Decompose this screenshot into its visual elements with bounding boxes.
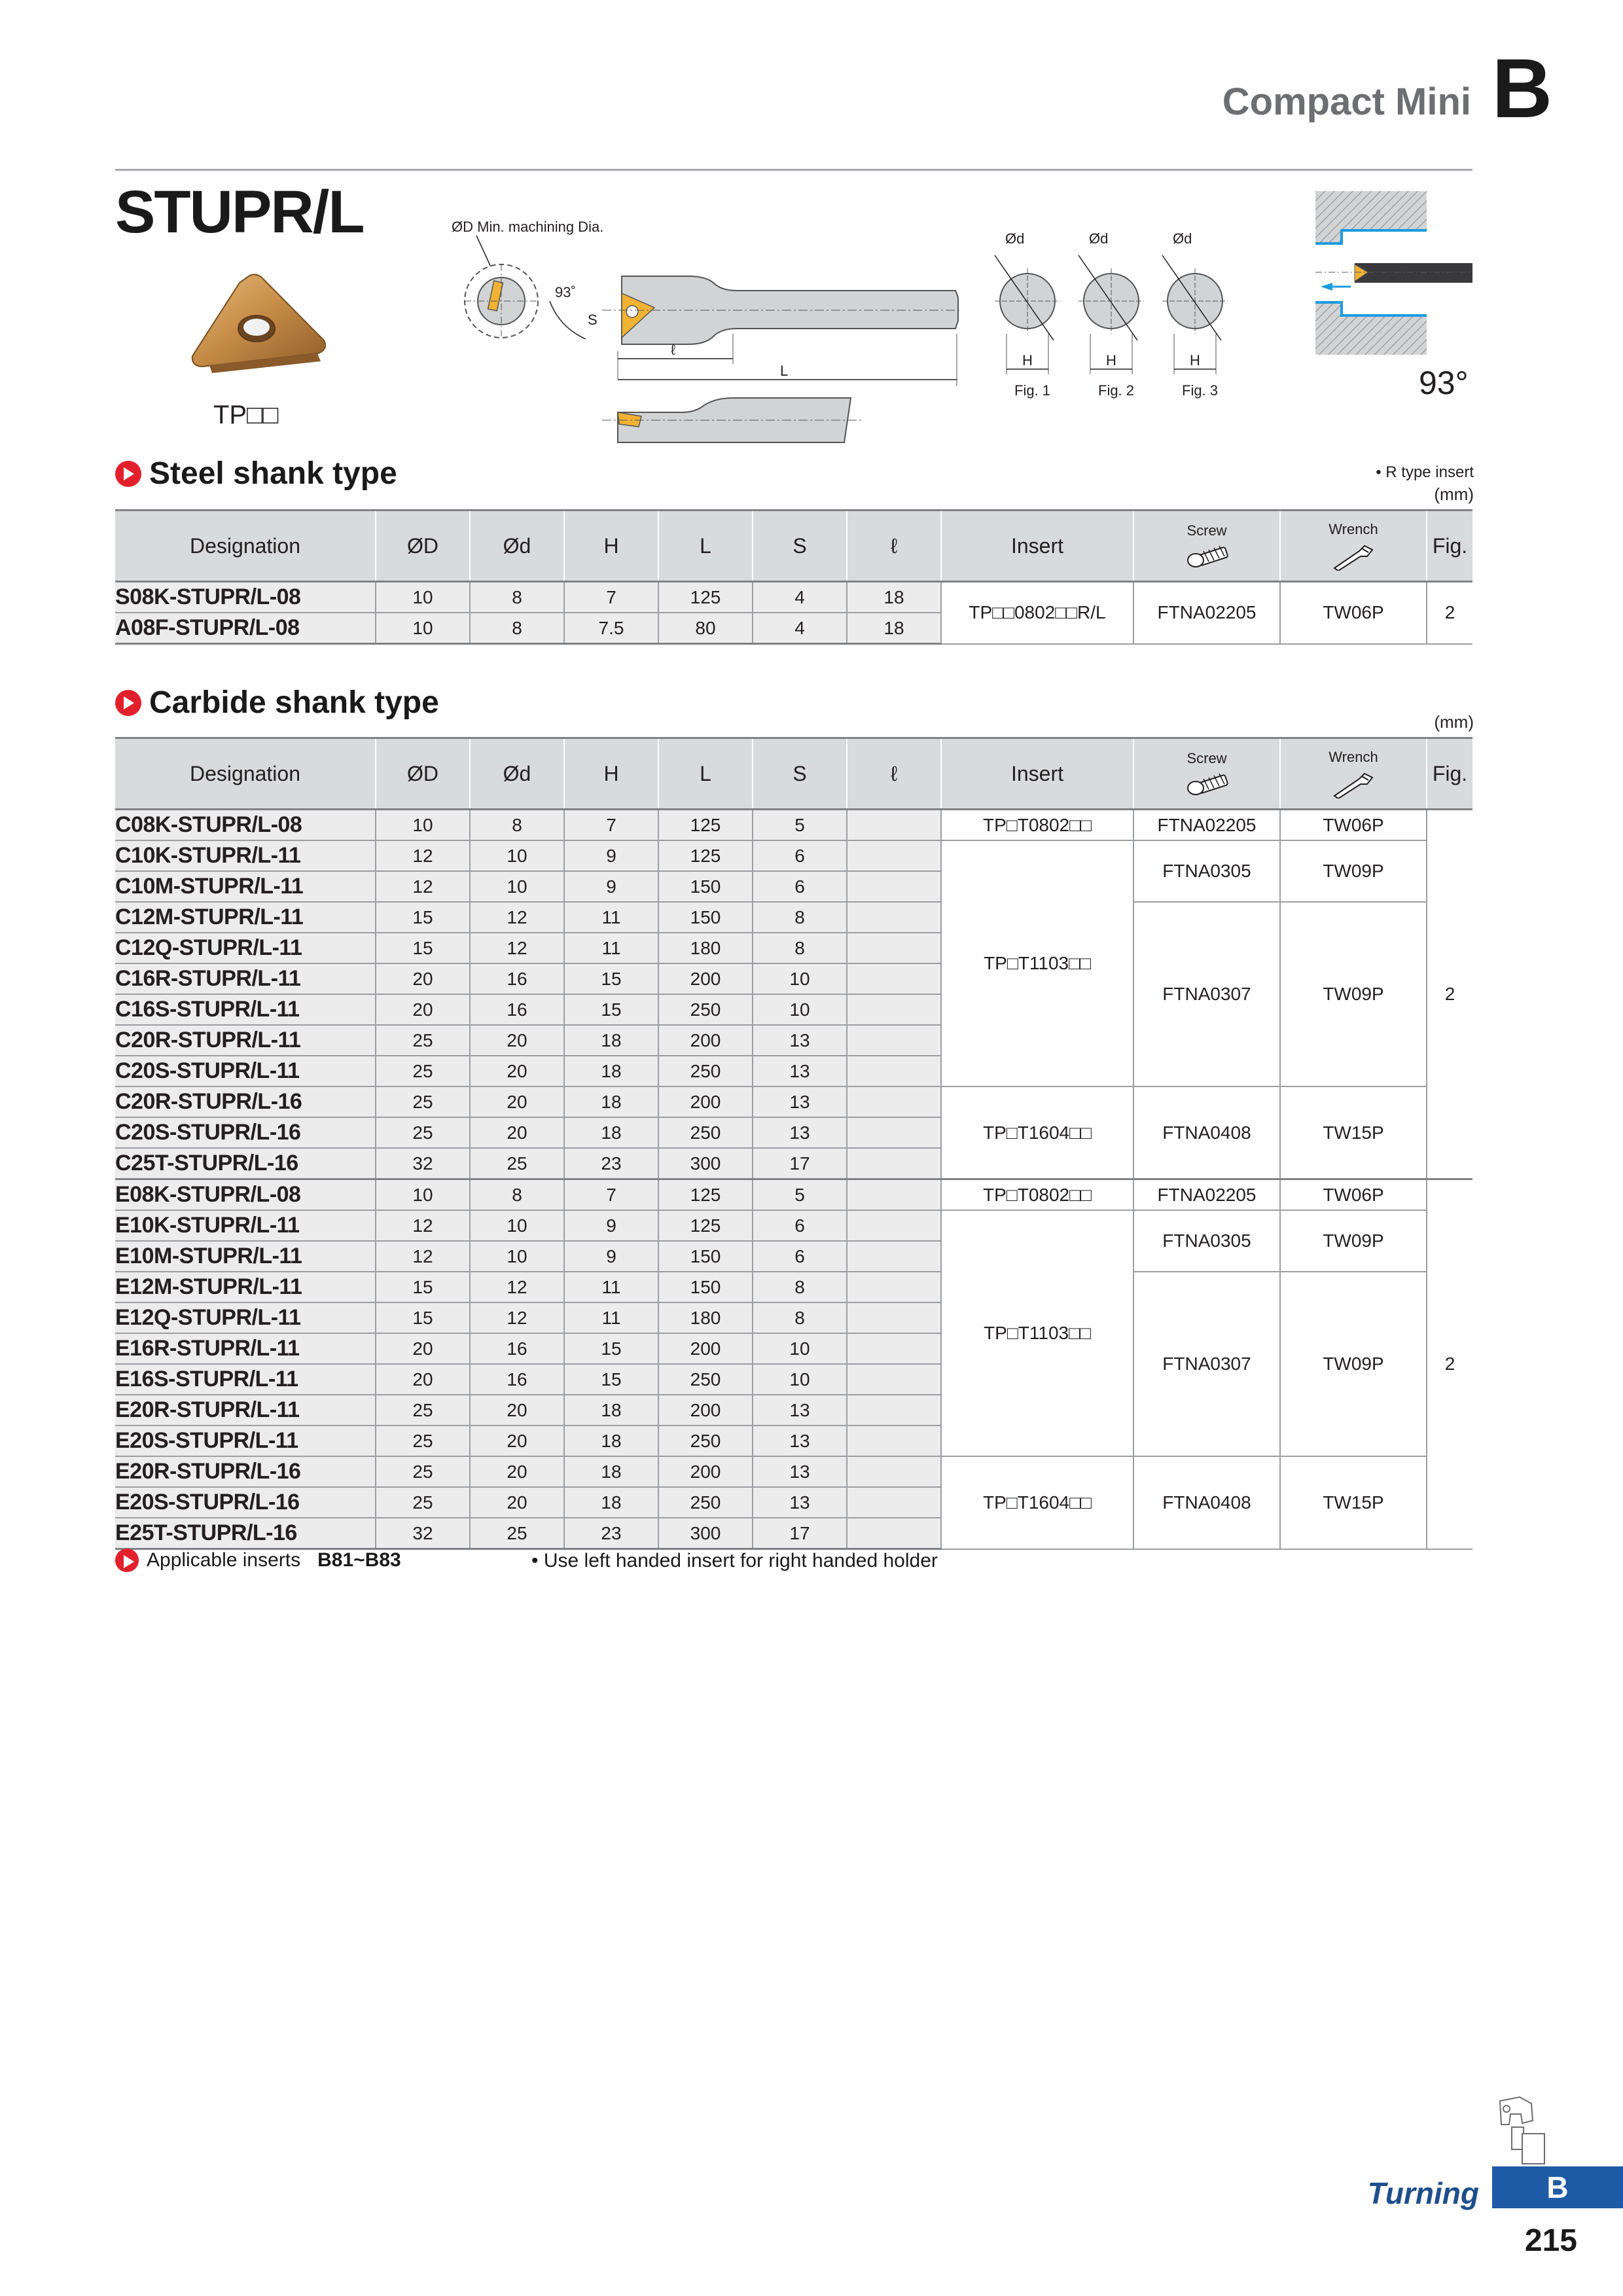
h-cell: 15 <box>564 994 658 1025</box>
applicable-ref-link[interactable]: B81~B83 <box>317 1549 401 1571</box>
designation-cell: E25T-STUPR/L-16 <box>115 1518 376 1549</box>
screw-cell: FTNA0307 <box>1133 1272 1280 1456</box>
chapter-tab-letter: B <box>1546 2170 1569 2204</box>
wrench-cell: TW06P <box>1280 1179 1427 1211</box>
h-cell: 11 <box>564 1272 658 1302</box>
section-arrow-icon <box>115 461 141 487</box>
d-cell: 12 <box>470 902 564 933</box>
tool-holder-diagram <box>445 216 969 465</box>
l-small-cell <box>847 933 941 963</box>
table-row <box>115 1210 1472 1241</box>
fig1-h-label: H <box>1022 352 1033 368</box>
l-small-cell <box>847 1056 941 1086</box>
od-cell: 20 <box>376 1333 470 1364</box>
table-row <box>115 840 1472 871</box>
l-cell: 200 <box>658 1456 753 1487</box>
l-small-cell <box>847 1426 941 1456</box>
fig3-od-label: Ød <box>1173 230 1192 247</box>
s-cell: 17 <box>753 1148 847 1179</box>
s-cell: 4 <box>753 613 847 644</box>
l-small-cell: 18 <box>847 613 941 644</box>
d-cell: 10 <box>470 840 564 871</box>
wrench-cell: TW06P <box>1280 810 1427 841</box>
s-cell: 6 <box>753 1241 847 1272</box>
carbide-shank-table <box>115 737 1472 1550</box>
d-cell: 8 <box>470 582 564 613</box>
d-cell: 20 <box>470 1056 564 1086</box>
s-cell: 13 <box>753 1056 847 1086</box>
od-cell: 25 <box>376 1086 470 1117</box>
fig2-h-label: H <box>1106 352 1116 368</box>
fig3-h-label: H <box>1190 352 1200 368</box>
carbide-shank-heading <box>115 685 439 721</box>
designation-cell: C20R-STUPR/L-11 <box>115 1025 376 1056</box>
d-cell: 25 <box>470 1518 564 1549</box>
h-cell: 18 <box>564 1456 658 1487</box>
fig2-od-label: Ød <box>1089 230 1109 247</box>
designation-cell: C20R-STUPR/L-16 <box>115 1086 376 1117</box>
od-cell: 20 <box>376 994 470 1025</box>
l-small-cell <box>847 1487 941 1518</box>
col-wrench-label: Wrench <box>1329 749 1378 765</box>
l-small-cell: 18 <box>847 582 941 613</box>
d-cell: 16 <box>470 963 564 994</box>
wrench-cell: TW09P <box>1280 1210 1427 1272</box>
h-cell: 11 <box>564 933 658 963</box>
od-cell: 10 <box>376 582 470 613</box>
applicable-label: Applicable inserts <box>147 1549 301 1571</box>
s-cell: 13 <box>753 1086 847 1117</box>
l-small-cell <box>847 1117 941 1148</box>
h-cell: 9 <box>564 1241 658 1272</box>
d-cell: 25 <box>470 1148 564 1179</box>
d-cell: 8 <box>470 613 564 644</box>
l-cell: 200 <box>658 1086 753 1117</box>
od-cell: 25 <box>376 1456 470 1487</box>
col-l: ℓ <box>847 511 941 582</box>
h-cell: 11 <box>564 1302 658 1333</box>
table-row <box>115 902 1472 933</box>
insert-type-label: TP□□ <box>213 401 279 429</box>
h-cell: 7.5 <box>564 613 658 644</box>
l-small-cell <box>847 1179 941 1211</box>
col-L: L <box>658 511 753 582</box>
l-small-cell <box>847 1456 941 1487</box>
d-cell: 10 <box>470 1241 564 1272</box>
od-cell: 20 <box>376 1364 470 1395</box>
od-cell: 25 <box>376 1426 470 1456</box>
col-Od: Ød <box>470 511 564 582</box>
insert-cell: TP□T0802□□ <box>941 1179 1133 1211</box>
screw-cell: FTNA0307 <box>1133 902 1280 1086</box>
l-cell: 150 <box>658 1241 753 1272</box>
section-letter: B <box>1491 42 1552 135</box>
wrench-icon <box>1330 542 1376 571</box>
l-cell: 180 <box>658 1302 753 1333</box>
l-cell: 200 <box>658 1025 753 1056</box>
s-cell: 13 <box>753 1117 847 1148</box>
designation-cell: E20S-STUPR/L-16 <box>115 1487 376 1518</box>
h-cell: 7 <box>564 810 658 841</box>
l-small-cell <box>847 1148 941 1179</box>
h-cell: 9 <box>564 871 658 902</box>
col-screw-label: Screw <box>1186 750 1227 766</box>
insert-image <box>183 268 334 380</box>
col-S: S <box>753 511 847 582</box>
col-fig: Fig. <box>1427 511 1472 582</box>
od-cell: 25 <box>376 1487 470 1518</box>
section-arrow-icon <box>115 690 141 716</box>
l-cell: 250 <box>658 1056 753 1086</box>
r-type-note: • R type insert <box>1376 463 1474 481</box>
l-small-cell <box>847 1025 941 1056</box>
designation-cell: E08K-STUPR/L-08 <box>115 1179 376 1211</box>
l-small-cell <box>847 840 941 871</box>
col-screw <box>1133 738 1280 810</box>
screw-icon <box>1184 543 1230 569</box>
designation-cell: E20R-STUPR/L-16 <box>115 1456 376 1487</box>
insert-cell: TP□T1604□□ <box>941 1086 1133 1179</box>
l-cell: 200 <box>658 1333 753 1364</box>
l-small-cell <box>847 1364 941 1395</box>
carbide-unit: (mm) <box>1434 712 1474 732</box>
h-cell: 18 <box>564 1056 658 1086</box>
h-cell: 11 <box>564 902 658 933</box>
od-cell: 15 <box>376 933 470 963</box>
header-rule <box>115 169 1472 171</box>
s-cell: 10 <box>753 963 847 994</box>
wrench-cell: TW06P <box>1280 582 1427 644</box>
h-cell: 9 <box>564 1210 658 1241</box>
col-wrench <box>1280 738 1427 810</box>
l-cell: 300 <box>658 1518 753 1549</box>
designation-cell: C10M-STUPR/L-11 <box>115 871 376 902</box>
l-cell: 150 <box>658 902 753 933</box>
steel-shank-table <box>115 509 1472 645</box>
od-cell: 25 <box>376 1025 470 1056</box>
l-cell: 200 <box>658 1395 753 1426</box>
fig3-label: Fig. 3 <box>1182 382 1219 399</box>
wrench-cell: TW09P <box>1280 902 1427 1086</box>
s-cell: 8 <box>753 902 847 933</box>
h-cell: 15 <box>564 1364 658 1395</box>
d-cell: 16 <box>470 1364 564 1395</box>
screw-icon <box>1184 771 1230 797</box>
fig1-section <box>995 255 1060 399</box>
screw-cell: FTNA02205 <box>1133 810 1280 841</box>
col-insert: Insert <box>941 511 1133 582</box>
od-cell: 10 <box>376 810 470 841</box>
left-hand-note: • Use left handed insert for right handed holder <box>531 1550 938 1571</box>
designation-cell: C20S-STUPR/L-11 <box>115 1056 376 1086</box>
d-cell: 20 <box>470 1487 564 1518</box>
s-cell: 6 <box>753 871 847 902</box>
designation-cell: C25T-STUPR/L-16 <box>115 1148 376 1179</box>
table-row <box>115 1179 1472 1211</box>
l-cell: 180 <box>658 933 753 963</box>
s-cell: 8 <box>753 1272 847 1302</box>
d-cell: 20 <box>470 1395 564 1426</box>
designation-cell: E20S-STUPR/L-11 <box>115 1426 376 1456</box>
col-designation: Designation <box>115 738 376 810</box>
od-cell: 12 <box>376 1210 470 1241</box>
designation-cell: C08K-STUPR/L-08 <box>115 810 376 841</box>
od-cell: 25 <box>376 1395 470 1426</box>
l-small-cell <box>847 810 941 841</box>
d-cell: 12 <box>470 1272 564 1302</box>
h-cell: 18 <box>564 1487 658 1518</box>
section-figures <box>982 229 1257 406</box>
h-cell: 23 <box>564 1518 658 1549</box>
wrench-cell: TW09P <box>1280 1272 1427 1456</box>
wrench-cell: TW15P <box>1280 1456 1427 1549</box>
h-cell: 18 <box>564 1025 658 1056</box>
col-L: L <box>658 738 753 810</box>
fig3-section <box>1162 255 1228 399</box>
section-arrow-icon <box>115 1549 139 1572</box>
s-cell: 10 <box>753 1364 847 1395</box>
col-OD: ØD <box>376 738 470 810</box>
col-screw-label: Screw <box>1186 522 1227 539</box>
l-small-cell <box>847 1086 941 1117</box>
insert-cell: TP□T1103□□ <box>941 1210 1133 1456</box>
d-cell: 8 <box>470 810 564 841</box>
table-row <box>115 582 1472 613</box>
od-cell: 32 <box>376 1518 470 1549</box>
h-cell: 23 <box>564 1148 658 1179</box>
screw-cell: FTNA0408 <box>1133 1086 1280 1179</box>
s-cell: 6 <box>753 840 847 871</box>
d-cell: 16 <box>470 994 564 1025</box>
designation-cell: C10K-STUPR/L-11 <box>115 840 376 871</box>
table-row <box>115 1272 1472 1302</box>
l-small-cell <box>847 1302 941 1333</box>
l-cell: 250 <box>658 994 753 1025</box>
h-cell: 18 <box>564 1117 658 1148</box>
d-cell: 20 <box>470 1456 564 1487</box>
turning-label: Turning <box>1367 2176 1479 2210</box>
designation-cell: E12M-STUPR/L-11 <box>115 1272 376 1302</box>
d-cell: 20 <box>470 1117 564 1148</box>
od-cell: 12 <box>376 840 470 871</box>
fig-cell: 2 <box>1427 810 1472 1179</box>
designation-cell: S08K-STUPR/L-08 <box>115 582 376 613</box>
l-small-cell <box>847 1241 941 1272</box>
l-cell: 125 <box>658 582 753 613</box>
s-cell: 13 <box>753 1395 847 1426</box>
designation-cell: C20S-STUPR/L-16 <box>115 1117 376 1148</box>
boring-application-diagram <box>1315 191 1472 355</box>
wrench-icon <box>1330 770 1376 798</box>
h-cell: 9 <box>564 840 658 871</box>
col-fig: Fig. <box>1427 738 1472 810</box>
l-small-cell <box>847 1395 941 1426</box>
s-cell: 4 <box>753 582 847 613</box>
page-number: 215 <box>1524 2223 1577 2258</box>
fig1-label: Fig. 1 <box>1014 382 1051 399</box>
s-cell: 6 <box>753 1210 847 1241</box>
col-designation: Designation <box>115 511 376 582</box>
l-small-cell <box>847 963 941 994</box>
designation-cell: A08F-STUPR/L-08 <box>115 613 376 644</box>
col-insert: Insert <box>941 738 1133 810</box>
l-cell: 150 <box>658 1272 753 1302</box>
steel-shank-heading-text: Steel shank type <box>149 456 397 491</box>
l-cell: 250 <box>658 1117 753 1148</box>
od-cell: 20 <box>376 963 470 994</box>
col-wrench-label: Wrench <box>1329 521 1378 537</box>
s-cell: 17 <box>753 1518 847 1549</box>
l-cell: 125 <box>658 810 753 841</box>
screw-cell: FTNA02205 <box>1133 1179 1280 1211</box>
od-cell: 25 <box>376 1056 470 1086</box>
designation-cell: E10M-STUPR/L-11 <box>115 1241 376 1272</box>
d-cell: 10 <box>470 1210 564 1241</box>
screw-cell: FTNA0408 <box>1133 1456 1280 1549</box>
s-cell: 5 <box>753 1179 847 1211</box>
od-cell: 10 <box>376 613 470 644</box>
designation-cell: E20R-STUPR/L-11 <box>115 1395 376 1426</box>
l-cell: 200 <box>658 963 753 994</box>
product-title: STUPR/L <box>115 179 364 245</box>
col-screw <box>1133 511 1280 582</box>
d-cell: 8 <box>470 1179 564 1211</box>
od-cell: 15 <box>376 1272 470 1302</box>
d-cell: 12 <box>470 933 564 963</box>
l-small-cell <box>847 1210 941 1241</box>
table-row <box>115 1456 1472 1487</box>
l-small-cell <box>847 871 941 902</box>
table-row <box>115 1086 1472 1117</box>
header-title: Compact Mini <box>1222 81 1471 123</box>
col-S: S <box>753 738 847 810</box>
od-cell: 12 <box>376 871 470 902</box>
min-dia-label: ØD Min. machining Dia. <box>452 219 604 235</box>
od-cell: 15 <box>376 1302 470 1333</box>
l-cell: 125 <box>658 840 753 871</box>
col-H: H <box>564 511 658 582</box>
fig1-od-label: Ød <box>1005 230 1025 247</box>
od-cell: 10 <box>376 1179 470 1211</box>
l-cell: 300 <box>658 1148 753 1179</box>
l-cell: 250 <box>658 1364 753 1395</box>
s-cell: 13 <box>753 1025 847 1056</box>
s-cell: 8 <box>753 933 847 963</box>
turning-tool-icon <box>1493 2094 1552 2166</box>
angle-label: 93˚ <box>555 284 576 300</box>
l-cell: 150 <box>658 871 753 902</box>
fig2-section <box>1079 255 1144 399</box>
col-OD: ØD <box>376 511 470 582</box>
col-wrench <box>1280 511 1427 582</box>
wrench-cell: TW15P <box>1280 1086 1427 1179</box>
s-cell: 10 <box>753 1333 847 1364</box>
col-Od: Ød <box>470 738 564 810</box>
l-cell: 125 <box>658 1210 753 1241</box>
wrench-cell: TW09P <box>1280 840 1427 902</box>
designation-cell: C16R-STUPR/L-11 <box>115 963 376 994</box>
s-cell: 5 <box>753 810 847 841</box>
h-cell: 15 <box>564 1333 658 1364</box>
designation-cell: E16R-STUPR/L-11 <box>115 1333 376 1364</box>
d-cell: 20 <box>470 1025 564 1056</box>
designation-cell: E16S-STUPR/L-11 <box>115 1364 376 1395</box>
od-cell: 32 <box>376 1148 470 1179</box>
od-cell: 12 <box>376 1241 470 1272</box>
table-row <box>115 810 1472 841</box>
col-l: ℓ <box>847 738 941 810</box>
l-small-cell <box>847 1272 941 1302</box>
od-cell: 25 <box>376 1117 470 1148</box>
designation-cell: E12Q-STUPR/L-11 <box>115 1302 376 1333</box>
steel-shank-heading <box>115 456 397 492</box>
l-cell: 250 <box>658 1487 753 1518</box>
applicable-inserts-note <box>115 1549 401 1572</box>
d-cell: 16 <box>470 1333 564 1364</box>
l-small-cell <box>847 1333 941 1364</box>
l-cell: 250 <box>658 1426 753 1456</box>
fig-cell: 2 <box>1427 582 1472 644</box>
l-cell: 125 <box>658 1179 753 1211</box>
insert-cell: TP□T1604□□ <box>941 1456 1133 1549</box>
l-cell: 80 <box>658 613 753 644</box>
fig2-label: Fig. 2 <box>1098 382 1135 399</box>
l-small-cell <box>847 902 941 933</box>
steel-unit: (mm) <box>1434 484 1474 504</box>
designation-cell: C16S-STUPR/L-11 <box>115 994 376 1025</box>
insert-cell: TP□T0802□□ <box>941 810 1133 841</box>
s-cell: 13 <box>753 1456 847 1487</box>
screw-cell: FTNA0305 <box>1133 840 1280 902</box>
screw-cell: FTNA0305 <box>1133 1210 1280 1272</box>
insert-cell: TP□T1103□□ <box>941 840 1133 1086</box>
h-cell: 18 <box>564 1395 658 1426</box>
s-cell: 13 <box>753 1426 847 1456</box>
designation-cell: C12Q-STUPR/L-11 <box>115 933 376 963</box>
l-small-cell <box>847 1518 941 1549</box>
designation-cell: E10K-STUPR/L-11 <box>115 1210 376 1241</box>
h-cell: 18 <box>564 1426 658 1456</box>
s-cell: 10 <box>753 994 847 1025</box>
chapter-tab[interactable] <box>1492 2166 1623 2208</box>
l-label: L <box>780 363 789 379</box>
h-cell: 18 <box>564 1086 658 1117</box>
s-label: S <box>588 312 597 328</box>
d-cell: 12 <box>470 1302 564 1333</box>
designation-cell: C12M-STUPR/L-11 <box>115 902 376 933</box>
h-cell: 7 <box>564 1179 658 1211</box>
h-cell: 15 <box>564 963 658 994</box>
l-small-cell <box>847 994 941 1025</box>
col-H: H <box>564 738 658 810</box>
screw-cell: FTNA02205 <box>1133 582 1280 644</box>
d-cell: 10 <box>470 871 564 902</box>
approach-angle: 93° <box>1419 365 1469 401</box>
s-cell: 8 <box>753 1302 847 1333</box>
carbide-shank-heading-text: Carbide shank type <box>149 685 439 720</box>
insert-cell: TP□□0802□□R/L <box>941 582 1133 644</box>
l-small-label: ℓ <box>671 342 676 358</box>
d-cell: 20 <box>470 1086 564 1117</box>
od-cell: 15 <box>376 902 470 933</box>
d-cell: 20 <box>470 1426 564 1456</box>
h-cell: 7 <box>564 582 658 613</box>
fig-cell: 2 <box>1427 1179 1472 1549</box>
s-cell: 13 <box>753 1487 847 1518</box>
